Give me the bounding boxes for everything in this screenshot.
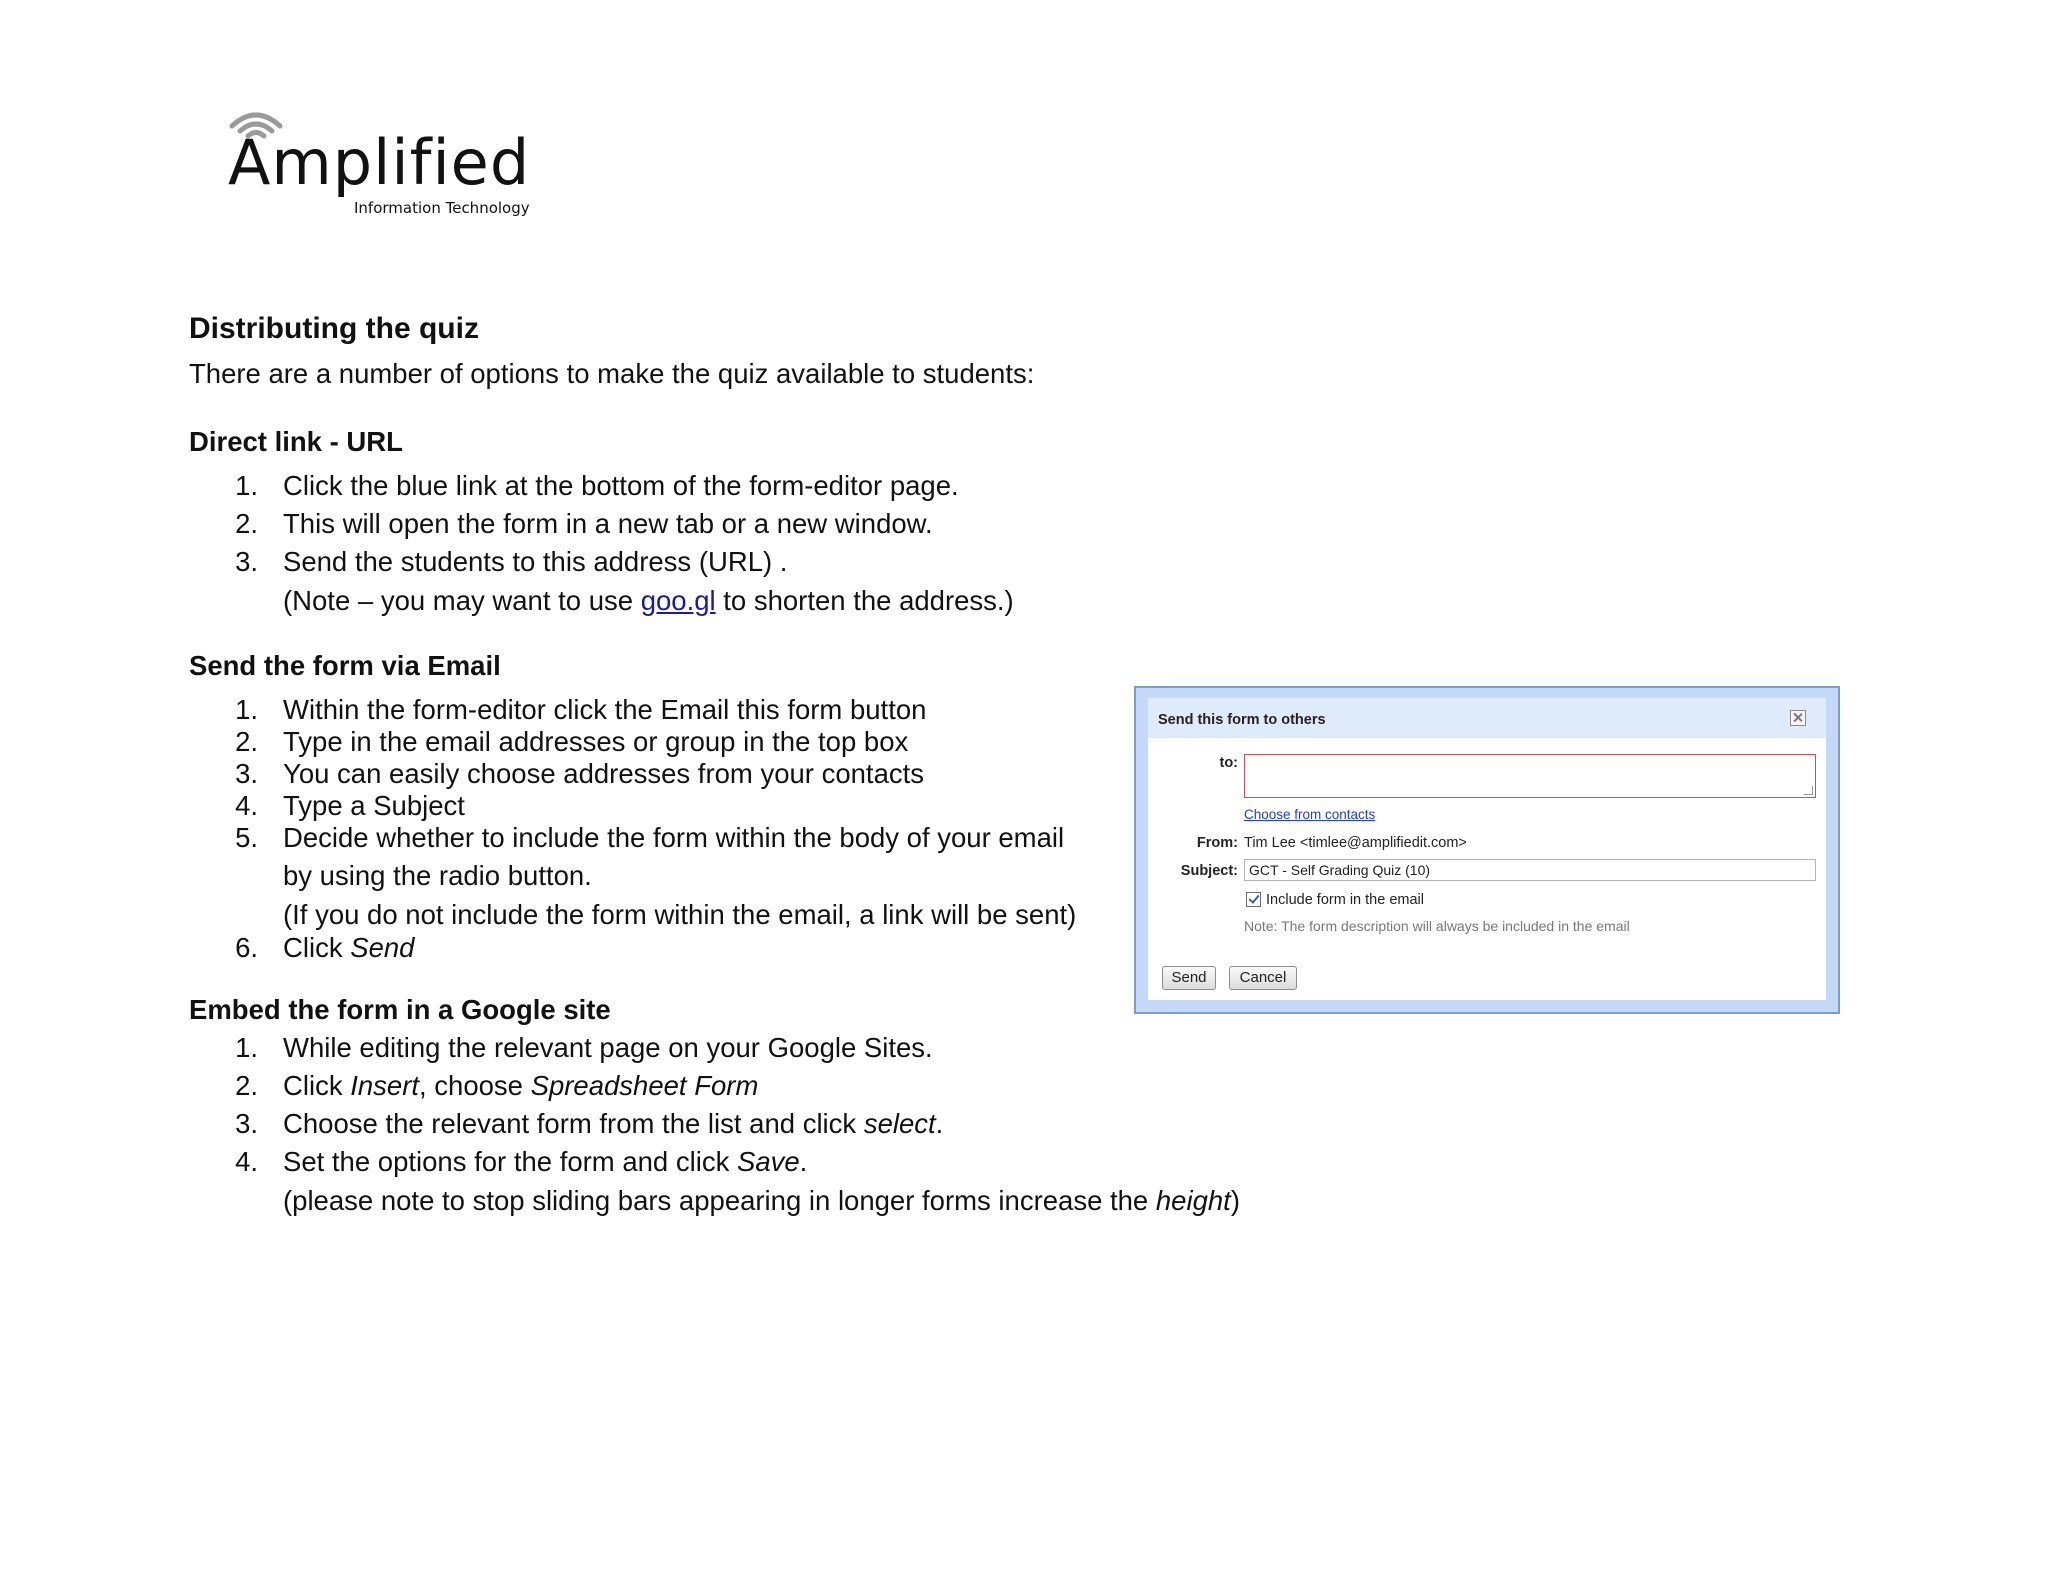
- include-form-checkbox[interactable]: [1246, 892, 1261, 907]
- include-form-label: Include form in the email: [1266, 892, 1424, 908]
- from-value: Tim Lee <timlee@amplifiedit.com>: [1244, 835, 1467, 851]
- list-number: 1.: [235, 694, 258, 725]
- list-item: While editing the relevant page on your Google Sites.: [283, 1032, 933, 1063]
- subject-input[interactable]: GCT - Self Grading Quiz (10): [1244, 859, 1816, 881]
- list-item: Click the blue link at the bottom of the form-editor page.: [283, 470, 959, 501]
- list-item: Type a Subject: [283, 790, 465, 821]
- list-number: 4.: [235, 1146, 258, 1177]
- item-text: Click: [283, 1070, 351, 1101]
- subject-label: Subject:: [1180, 863, 1238, 879]
- list-number: 3.: [235, 758, 258, 789]
- item-text: Click: [283, 932, 351, 963]
- dialog-title: Send this form to others: [1158, 712, 1326, 728]
- item-text: .: [935, 1108, 944, 1139]
- embed-note: [283, 1187, 1240, 1215]
- cancel-button[interactable]: Cancel: [1229, 966, 1297, 990]
- item-text: Choose the relevant form from the list and click: [283, 1108, 864, 1139]
- to-input[interactable]: [1244, 754, 1816, 798]
- section-title-embed: Embed the form in a Google site: [189, 994, 611, 1025]
- page-title: Distributing the quiz: [189, 312, 479, 345]
- logo-wordmark: Amplified: [228, 126, 531, 199]
- note-emphasis: height: [1155, 1185, 1231, 1216]
- list-item: [283, 1110, 943, 1138]
- list-number: 3.: [235, 546, 258, 577]
- list-item-note: (If you do not include the form within the email, a link will be sent): [283, 899, 1077, 930]
- intro-text: There are a number of options to make the quiz available to students:: [189, 358, 1035, 389]
- dialog-titlebar: [1148, 698, 1826, 738]
- send-form-dialog: [1134, 686, 1840, 1014]
- list-number: 5.: [235, 822, 258, 853]
- item-emphasis: Spreadsheet Form: [530, 1070, 759, 1101]
- note-text: ): [1230, 1185, 1240, 1216]
- choose-contacts-link[interactable]: Choose from contacts: [1244, 807, 1376, 822]
- item-emphasis: Save: [736, 1146, 800, 1177]
- item-emphasis: select: [863, 1108, 936, 1139]
- list-item: [283, 1148, 807, 1176]
- dialog-note: Note: The form description will always be included in the email: [1244, 918, 1630, 934]
- list-item: Send the students to this address (URL) .: [283, 546, 788, 577]
- list-number: 3.: [235, 1108, 258, 1139]
- list-item: You can easily choose addresses from your contacts: [283, 758, 924, 789]
- send-button[interactable]: Send: [1162, 966, 1216, 990]
- list-item: Decide whether to include the form within the body of your email: [283, 822, 1065, 853]
- note-text: (please note to stop sliding bars appearing in longer forms increase the: [283, 1185, 1156, 1216]
- list-item: [283, 934, 414, 962]
- amplified-logo: [226, 104, 546, 224]
- list-item: This will open the form in a new tab or a new window.: [283, 508, 933, 539]
- list-number: 2.: [235, 726, 258, 757]
- item-emphasis: Insert: [350, 1070, 420, 1101]
- list-number: 1.: [235, 470, 258, 501]
- logo-tagline: Information Technology: [354, 199, 530, 217]
- list-item: Within the form-editor click the Email this form button: [283, 694, 927, 725]
- from-label: From:: [1196, 835, 1238, 851]
- item-text: , choose: [419, 1070, 531, 1101]
- item-text: Set the options for the form and click: [283, 1146, 737, 1177]
- list-number: 4.: [235, 790, 258, 821]
- list-number: 2.: [235, 1070, 258, 1101]
- item-emphasis: Send: [350, 932, 415, 963]
- list-number: 6.: [235, 932, 258, 963]
- section-title-direct-link: Direct link - URL: [189, 426, 403, 457]
- section-title-email: Send the form via Email: [189, 650, 501, 681]
- list-number: 2.: [235, 508, 258, 539]
- note-text: (Note – you may want to use: [283, 585, 641, 616]
- direct-link-note: [283, 587, 1014, 615]
- list-item: [283, 1072, 758, 1100]
- dialog-body: [1148, 738, 1826, 1000]
- list-item-continuation: by using the radio button.: [283, 860, 592, 891]
- list-number: 1.: [235, 1032, 258, 1063]
- list-item: Type in the email addresses or group in the top box: [283, 726, 909, 757]
- goo-gl-link[interactable]: goo.gl: [640, 585, 716, 616]
- close-icon[interactable]: [1790, 710, 1806, 726]
- to-label: to:: [1219, 755, 1238, 771]
- item-text: .: [799, 1146, 808, 1177]
- note-text: to shorten the address.): [715, 585, 1014, 616]
